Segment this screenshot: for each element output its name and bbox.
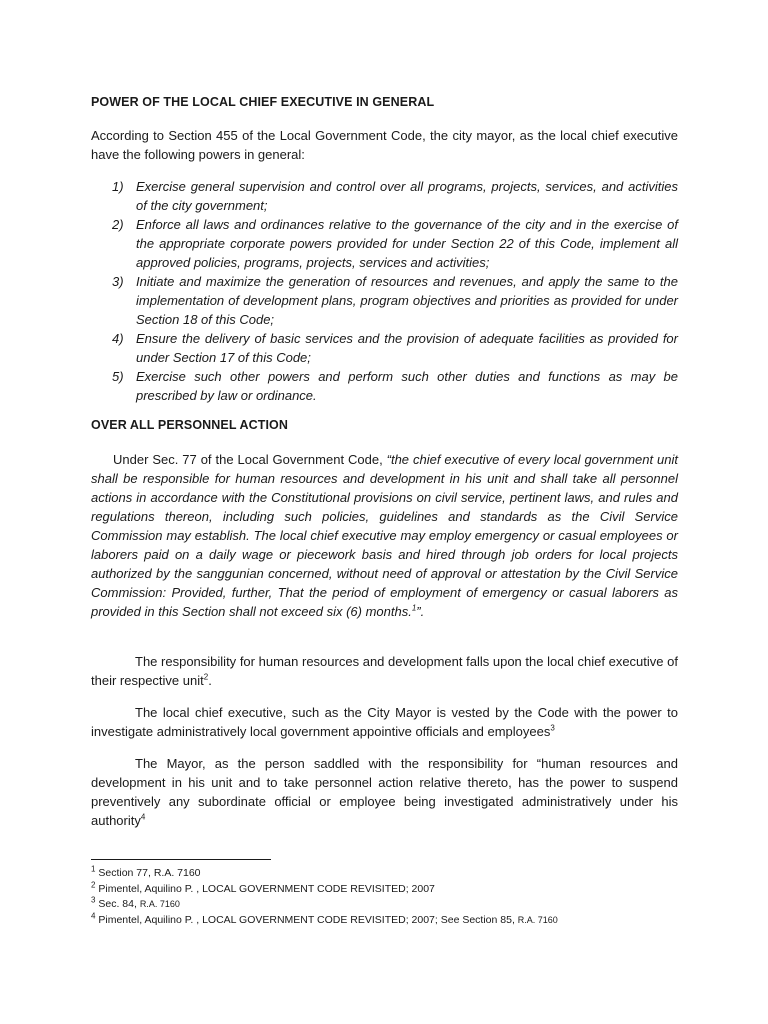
list-item xyxy=(91,367,678,405)
footnote-text: Sec. 84, xyxy=(95,898,140,910)
footnote-ref: 1 xyxy=(411,603,417,613)
footnote-ref: 4 xyxy=(140,812,146,822)
list-item-text: Exercise general supervision and control over all programs, projects, services, and activities of the city government; xyxy=(136,179,678,213)
list-item-text: Ensure the delivery of basic services and the provision of adequate facilities as provided for under Section 17 of this Code; xyxy=(136,331,678,365)
footnote-text: Section 77, R.A. 7160 xyxy=(95,867,201,879)
quoted-text: “the chief executive of every local government unit shall be responsible for human resources and development in his unit and shall take all personnel actions in accordance with the Constitutional provisions on civil service, pertinent laws, and rules and regulations thereon, including such policies, guidelines and standards as the Civil Service Commission may establish. The local chief executive may employ emergency or casual employees or laborers paid on a daily wage or piecework basis and hired through job orders for local projects authorized by the sanggunian concerned, without need of approval or attestation by the Civil Service Commission: Provided, further, That the period of employment of emergency or casual laborers as provided in this Section shall not exceed six (6) months. xyxy=(91,452,678,619)
powers-list xyxy=(91,177,678,405)
paragraph-suspend xyxy=(91,754,678,830)
section-heading-personnel: OVER ALL PERSONNEL ACTION xyxy=(91,418,288,432)
footnote-text: Pimentel, Aquilino P. , LOCAL GOVERNMENT CODE REVISITED; 2007; See Section 85, xyxy=(95,913,518,926)
intro-paragraph: According to Section 455 of the Local Government Code, the city mayor, as the local chief executive have the following powers in general: xyxy=(91,128,678,162)
footnote-ref: 3 xyxy=(550,723,555,733)
list-item xyxy=(91,272,678,329)
list-item xyxy=(91,329,678,367)
footnote-number: 4 xyxy=(91,911,96,920)
paragraph-text: The Mayor, as the person saddled with the responsibility for “human resources and development in his unit and to take personnel action relative thereto, has the power to suspend preventively any subordinate official or employee being investigated administratively under his authority xyxy=(91,756,678,828)
paragraph-text: The local chief executive, such as the City Mayor is vested by the Code with the power to investigate administratively local government appointive officials and employees xyxy=(91,705,678,739)
paragraph-investigate xyxy=(91,703,678,741)
footnotes xyxy=(91,866,678,928)
footnote-text: Pimentel, Aquilino P. , LOCAL GOVERNMENT CODE REVISITED; 2007 xyxy=(95,882,435,895)
footnote xyxy=(91,913,678,929)
list-item-text: Exercise such other powers and perform such other duties and functions as may be prescribed by law or ordinance. xyxy=(136,369,678,403)
paragraph-lead: Under Sec. 77 of the Local Government Code, xyxy=(113,452,387,467)
list-number: 4) xyxy=(112,331,124,346)
footnote-citation: R.A. 7160 xyxy=(517,914,558,925)
footnote xyxy=(91,897,678,913)
footnote-divider xyxy=(91,859,271,860)
footnote-number: 3 xyxy=(91,895,96,905)
footnote xyxy=(91,866,678,882)
list-number: 3) xyxy=(112,274,124,289)
footnote-citation: R.A. 7160 xyxy=(139,899,180,909)
list-item xyxy=(91,215,678,272)
paragraph-end: . xyxy=(208,673,212,688)
paragraph-responsibility xyxy=(91,652,678,690)
list-item-text: Initiate and maximize the generation of resources and revenues, and apply the same to the implementation of development plans, program objectives and priorities as provided for under Section 18 of this Code; xyxy=(136,274,678,327)
list-number: 1) xyxy=(112,179,124,194)
paragraph-text: The responsibility for human resources and development falls upon the local chief executive of their respective unit xyxy=(91,654,678,688)
list-number: 2) xyxy=(112,217,124,232)
section-heading-power: POWER OF THE LOCAL CHIEF EXECUTIVE IN GENERAL xyxy=(91,95,435,109)
footnote xyxy=(91,882,678,898)
list-item-text: Enforce all laws and ordinances relative to the governance of the city and in the exercise of the appropriate corporate powers provided for under Section 22 of this Code, implement all approved policies, programs, projects, services and activities; xyxy=(136,217,678,270)
list-item xyxy=(91,177,678,215)
footnote-number: 2 xyxy=(91,880,96,889)
footnote-number: 1 xyxy=(91,864,96,874)
quote-close: ”. xyxy=(416,604,425,619)
list-number: 5) xyxy=(112,369,124,384)
paragraph-sec-77 xyxy=(91,450,678,621)
footnote-ref: 2 xyxy=(203,672,209,682)
